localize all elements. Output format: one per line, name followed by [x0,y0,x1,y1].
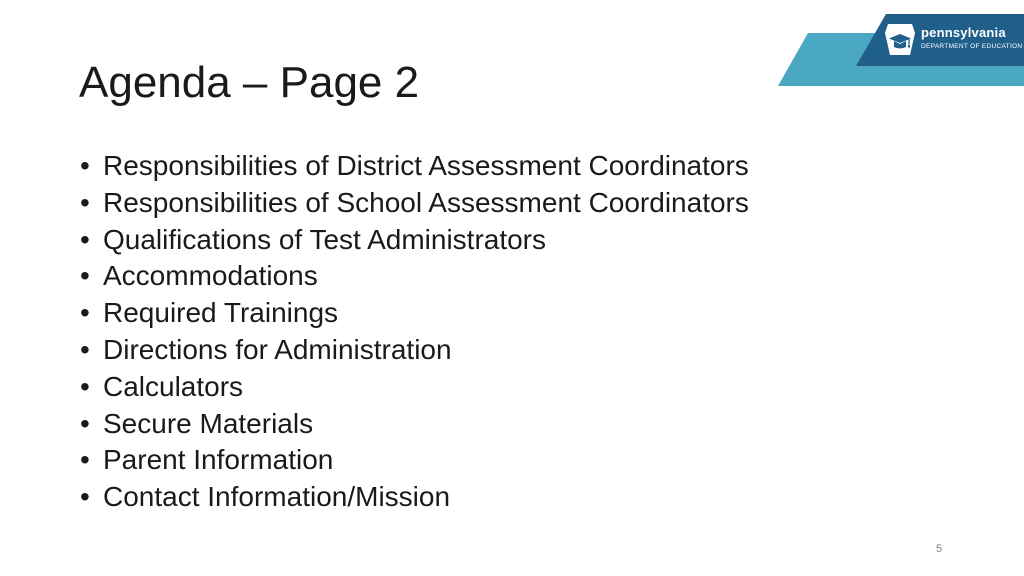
agenda-item-text: Contact Information/Mission [103,481,451,513]
agenda-item-text: Accommodations [103,260,318,292]
agenda-list [78,148,749,516]
agenda-item [78,369,749,406]
page-number: 5 [936,543,943,555]
agenda-item-text: Calculators [103,370,244,402]
agenda-item-text: Required Trainings [103,297,339,329]
slide-title: Agenda – Page 2 [79,58,420,107]
agenda-item-text: Parent Information [103,444,334,476]
agenda-item [78,332,749,369]
keystone-graduation-cap-icon [884,22,916,56]
bullet-icon: • [80,481,90,513]
bullet-icon: • [80,223,90,255]
agenda-item-text: Directions for Administration [103,333,452,365]
bullet-icon: • [80,333,90,365]
bullet-icon: • [80,150,90,181]
bullet-icon: • [80,186,90,218]
agenda-item-text: Responsibilities of District Assessment Coordinators [103,150,749,181]
agenda-item [78,406,749,443]
bullet-icon: • [80,444,90,476]
agenda-item [78,479,749,516]
logo-subtitle: DEPARTMENT OF EDUCATION [921,43,1023,50]
agenda-item [78,258,749,295]
agenda-item [78,442,749,479]
bullet-icon: • [80,297,90,329]
agenda-item [78,185,749,222]
agenda-item [78,222,749,259]
header-banner-dark [856,14,1024,66]
bullet-icon: • [80,370,90,402]
bullet-icon: • [80,407,90,439]
logo-name: pennsylvania [921,25,1006,40]
agenda-item-text: Secure Materials [103,407,314,439]
bullet-icon: • [80,260,90,292]
agenda-item-text: Qualifications of Test Administrators [103,223,547,255]
agenda-item-text: Responsibilities of School Assessment Coordinators [103,186,749,218]
agenda-item [78,295,749,332]
agenda-item [78,148,749,185]
